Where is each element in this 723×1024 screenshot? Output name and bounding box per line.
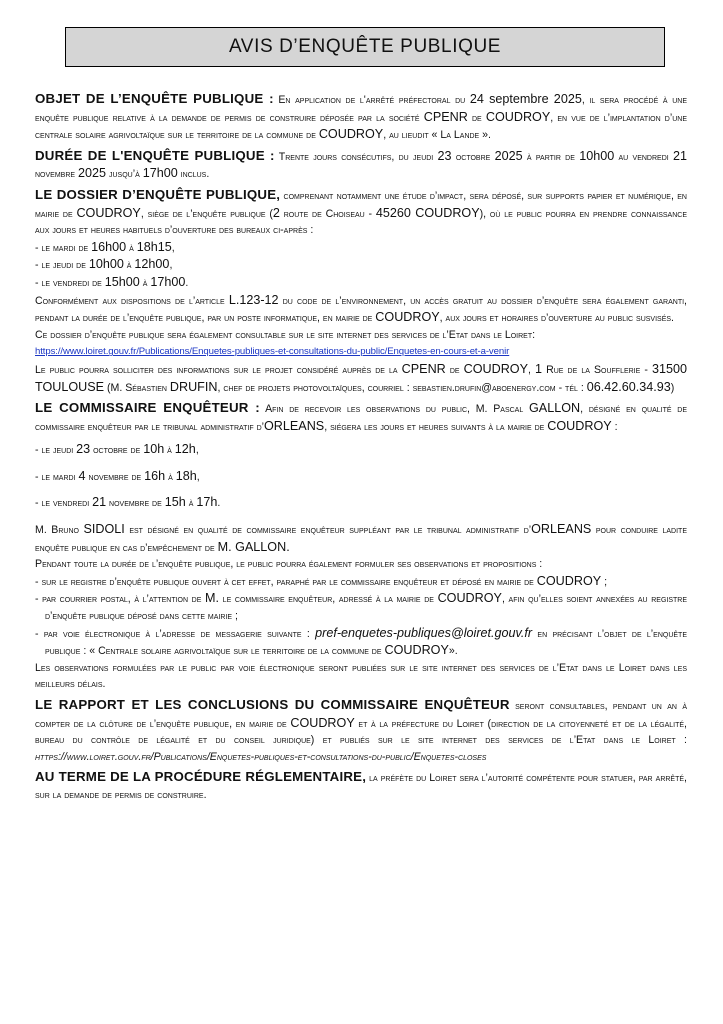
text-run: 12h00 xyxy=(134,257,170,272)
text-run: novembre de xyxy=(106,497,165,510)
text-run: inclus. xyxy=(177,168,210,181)
text-run: 45260 COUDROY xyxy=(375,205,480,220)
text-run: - le vendredi xyxy=(35,497,93,510)
text-run: , aux jours et horaires d’ouverture au public susvisés. xyxy=(439,312,674,325)
text-run: 10h xyxy=(143,442,165,457)
permanence-line xyxy=(35,494,687,512)
text-run: Le public pourra solliciter des informations sur le projet considéré auprès de la xyxy=(35,363,402,376)
text-run: COUDROY xyxy=(375,310,440,325)
text-run: Rue de la Soufflerie - xyxy=(542,363,652,376)
text-run: la préfète du Loiret sera l’autorité compétente pour statuer, par arrêté, sur la demande de permis de construire. xyxy=(35,772,687,801)
dossier-website-paragraph xyxy=(35,327,687,361)
text-run: COUDROY xyxy=(547,418,612,433)
text-run: , il sera procédé à une enquête publique relative à la demande de permis de construire déposée par la société xyxy=(35,94,687,124)
text-run: à xyxy=(164,444,175,457)
email-link[interactable]: pref-enquetes-publiques@loiret.gouv.fr xyxy=(315,625,533,640)
hours-line xyxy=(35,239,687,257)
text-run: 15h00 xyxy=(104,274,140,289)
text-run: Trente jours consécutifs, du jeudi xyxy=(274,150,438,163)
text-run: : xyxy=(611,420,618,433)
text-run: COUDROY xyxy=(318,127,384,142)
text-run: de xyxy=(467,111,486,124)
heading-duree: DURÉE DE L'ENQUÊTE PUBLIQUE : xyxy=(35,147,275,163)
text-run: En application de l'arrêté préfectoral du xyxy=(273,94,470,106)
text-run: . xyxy=(185,276,189,289)
hours-line xyxy=(35,256,687,274)
text-run: 10h00 xyxy=(88,257,124,272)
text-run: 1 xyxy=(535,361,543,376)
text-run: Afin de recevoir les observations du public, M. Pascal xyxy=(259,403,530,416)
text-run: 21 xyxy=(672,148,687,163)
text-run: M. Bruno xyxy=(35,524,84,537)
text-run: à xyxy=(123,259,135,272)
text-run: 15h xyxy=(164,495,186,510)
text-run: pour conduire ladite enquête publique en cas d’empêchement de xyxy=(35,524,687,554)
text-run: à xyxy=(126,241,137,254)
text-run: à xyxy=(185,497,197,510)
heading-objet: OBJET DE L’ENQUÊTE PUBLIQUE : xyxy=(35,91,274,106)
text-run: 17h00 xyxy=(150,274,186,289)
text-run: - le jeudi de xyxy=(35,259,89,272)
heading-terme: AU TERME DE LA PROCÉDURE RÉGLEMENTAIRE, xyxy=(35,769,367,785)
text-run: 12h xyxy=(174,442,196,457)
text-run: 21 xyxy=(92,495,107,510)
text-run: 17h00 xyxy=(142,166,178,181)
section-objet xyxy=(35,91,687,144)
text-run: , en vue de l’implantation d’une centrale solaire agrivoltaïque sur le territoire de la commune de xyxy=(35,111,687,142)
section-commissaire xyxy=(35,400,687,435)
text-run: 23 xyxy=(76,442,91,457)
observation-bullet xyxy=(35,573,687,591)
text-run: novembre xyxy=(35,168,79,181)
text-run: COUDROY xyxy=(485,109,551,124)
text-run: COUDROY xyxy=(76,205,141,220)
text-run: Ce dossier d’enquête publique sera également consultable sur le site internet des services de l’Etat dans le Loiret: xyxy=(35,328,536,341)
observation-bullet xyxy=(35,625,687,660)
text-run: , xyxy=(196,470,200,483)
text-run: 16h00 xyxy=(91,239,127,254)
text-run: COUDROY xyxy=(384,643,449,658)
text-run: COUDROY xyxy=(463,361,528,376)
section-dossier xyxy=(35,187,687,239)
text-run: L.123-12 xyxy=(228,292,279,307)
text-run: et à la préfecture du Loiret (direction de la citoyenneté et de la légalité, bureau du contrôle de légalité et du conseil juridique) et publiés sur le site internet des services de l’Etat dans le Loiret : xyxy=(35,717,687,747)
dossier-contact-paragraph xyxy=(35,361,687,396)
text-run: Conformément aux dispositions de l’article xyxy=(35,294,229,307)
text-run: 10h00 xyxy=(579,148,615,163)
observations-intro xyxy=(35,556,687,573)
text-run: ) xyxy=(670,381,675,394)
text-run: 17h xyxy=(196,495,218,510)
text-run: - le vendredi de xyxy=(35,276,105,289)
text-run: 4 xyxy=(78,468,86,483)
text-run: ORLEANS xyxy=(264,418,325,433)
text-run: 18h15 xyxy=(136,239,172,254)
text-run: , xyxy=(195,444,199,457)
text-run: 24 septembre 2025 xyxy=(469,92,582,106)
text-run: le commissaire enquêteur, adressé à la mairie de xyxy=(219,593,438,606)
notice-content xyxy=(35,91,687,808)
text-run: (M. Sébastien xyxy=(104,381,170,394)
text-run: 16h xyxy=(144,468,166,483)
text-run: - par courrier postal, à l’attention de xyxy=(35,593,206,606)
text-run: , chef de projets photovoltaïques, courriel : sebastien.drufin@aboenergy.com - tél : xyxy=(217,381,587,394)
text-run: COUDROY xyxy=(290,715,355,730)
text-run: ». xyxy=(448,645,458,658)
permanence-line xyxy=(35,441,687,459)
text-run: , siégera les jours et heures suivants à la mairie de xyxy=(324,420,548,433)
text-run: - sur le registre d’enquête publique ouvert à cet effet, paraphé par le commissaire enquêteur et déposé en mairie de xyxy=(35,575,537,588)
text-run: 2025 xyxy=(78,166,107,181)
text-run: , siège de l’enquête publique ( xyxy=(140,207,273,220)
text-run: - par voie électronique à l’adresse de messagerie suivante : xyxy=(35,627,316,640)
text-run: M. xyxy=(205,591,220,606)
text-run: CPENR xyxy=(401,361,446,376)
text-run: seront consultables, pendant un an à compter de la clôture de l’enquête publique, en mairie de xyxy=(35,700,687,730)
section-rapport xyxy=(35,697,687,765)
text-run: CPENR xyxy=(423,109,468,124)
text-run: à xyxy=(165,470,176,483)
text-run: 2 xyxy=(272,205,280,220)
text-run: SIDOLI xyxy=(83,522,125,537)
text-run: Les observations formulées par le public par voie électronique seront publiées sur le site internet des services de l’Etat dans le Loiret dans les meilleurs délais. xyxy=(35,661,687,691)
text-run: GALLON xyxy=(529,401,581,416)
text-run: - le mardi de xyxy=(35,241,92,254)
heading-commissaire: LE COMMISSAIRE ENQUÊTEUR : xyxy=(35,400,260,416)
heading-dossier: LE DOSSIER D’ENQUÊTE PUBLIQUE, xyxy=(35,186,281,202)
dossier-url-link[interactable]: https://www.loiret.gouv.fr/Publications/Enquetes-publiques-et-consultations-du-public/Enquetes-en-cours-et-a-venir xyxy=(35,346,510,358)
text-run: 06.42.60.34.93 xyxy=(586,379,671,394)
text-run: de xyxy=(445,363,464,376)
text-run: , au lieudit « La Lande ». xyxy=(383,129,491,142)
permanence-line xyxy=(35,468,687,486)
text-run: - le mardi xyxy=(35,470,79,483)
text-run: jusqu’à xyxy=(106,168,143,181)
dossier-access-paragraph xyxy=(35,292,687,327)
suppleant-paragraph xyxy=(35,521,687,556)
text-run: du code de l’environnement, un accès gratuit au dossier d’enquête sera également garanti, pendant la durée de l’enquête publique, par un poste informatique, en mairie de xyxy=(35,294,687,325)
section-duree xyxy=(35,148,687,183)
text-run: . xyxy=(217,497,221,510)
text-run: , xyxy=(169,259,173,272)
observation-bullet xyxy=(35,590,687,624)
rapport-url[interactable]: https://www.loiret.gouv.fr/Publications/Enquetes-publiques-et-consultations-du-public/Enquetes-closes xyxy=(35,750,487,763)
heading-rapport: LE RAPPORT ET LES CONCLUSIONS DU COMMISSAIRE ENQUÊTEUR xyxy=(35,697,510,712)
text-run: est désigné en qualité de commissaire enquêteur suppléant par le tribunal administratif d’ xyxy=(124,524,532,537)
text-run: Pendant toute la durée de l’enquête publique, le public pourra également formuler ses observations et propositions : xyxy=(35,558,543,571)
text-run: comprenant notamment une étude d’impact, sera déposé, sur supports papier et numérique, en mairie de xyxy=(35,189,687,220)
text-run: M. GALLON. xyxy=(217,539,290,554)
section-terme xyxy=(35,769,687,803)
text-run: , désigné en qualité de commissaire enquêteur par le tribunal administratif d’ xyxy=(35,403,688,433)
text-run: , xyxy=(528,363,536,376)
text-run: en précisant l’objet de l’enquête publique : « Centrale solaire agrivoltaïque sur le territoire de la commune de xyxy=(45,627,688,658)
text-run: au vendredi xyxy=(614,150,673,163)
text-run: COUDROY xyxy=(536,573,602,588)
text-run: 23 xyxy=(437,148,452,163)
text-run: ), où le public pourra en prendre connaissance aux jours et heures habituels d’ouverture des bureaux ci-après : xyxy=(35,207,687,237)
text-run: ORLEANS xyxy=(531,522,592,537)
text-run: 18h xyxy=(175,468,197,483)
text-run: COUDROY xyxy=(437,591,502,606)
observations-publication xyxy=(35,660,687,693)
text-run: , xyxy=(171,241,175,254)
title-box xyxy=(65,27,665,67)
text-run: octobre xyxy=(451,150,495,163)
text-run: novembre de xyxy=(85,470,145,483)
text-run: ; xyxy=(601,575,608,588)
page-title: AVIS D’ENQUÊTE PUBLIQUE xyxy=(228,36,502,57)
text-run: octobre de xyxy=(90,444,144,457)
text-run: à partir de xyxy=(522,150,580,163)
text-run: DRUFIN xyxy=(169,379,218,394)
text-run: 2025 xyxy=(494,148,523,163)
text-run: route de Choiseau - xyxy=(279,207,376,220)
text-run: 31500 TOULOUSE xyxy=(35,361,687,394)
text-run: à xyxy=(139,276,151,289)
text-run: , afin qu’elles soient annexées au registre d’enquête publique déposé dans cette mairie ; xyxy=(45,593,687,623)
text-run: - le jeudi xyxy=(35,444,77,457)
hours-line xyxy=(35,274,687,292)
